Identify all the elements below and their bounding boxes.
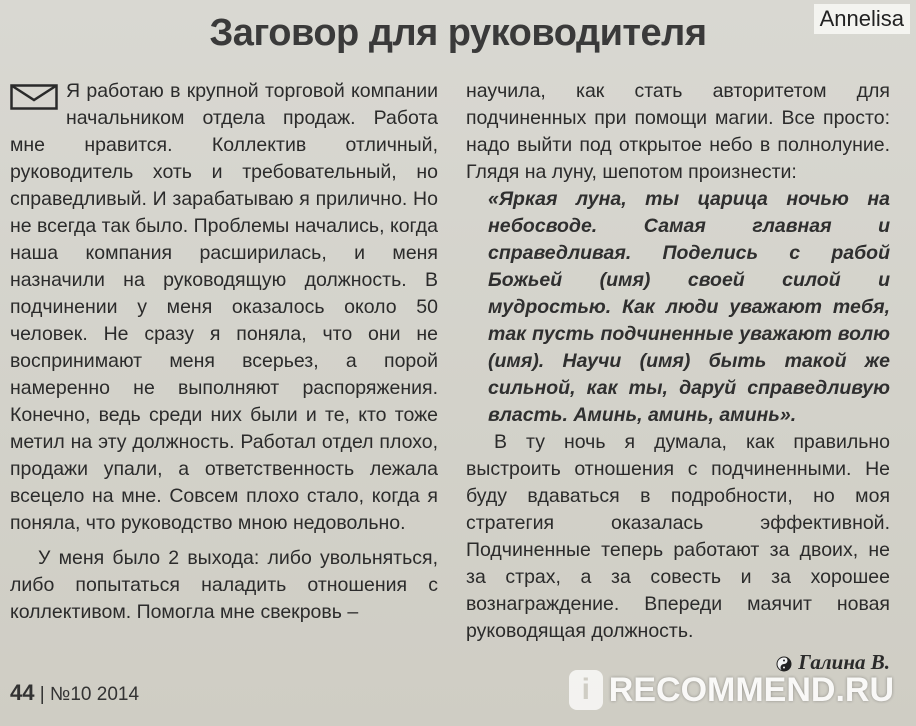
issue-number: №10 2014 — [49, 684, 140, 705]
signature-name: Галина В. — [798, 650, 890, 674]
right-outro: В ту ночь я думала, как правильно выстроить отношения с подчиненными. Не буду вдаваться в подробности, но моя стратегия оказалась эффективной. Подчиненные теперь работают за двоих, не за страх, а за совесть и за хорошее вознаграждение. Впереди маячит новая руководящая должность. — [466, 431, 890, 642]
article-title: Заговор для руководителя — [209, 12, 707, 54]
page-number: 44 — [10, 680, 35, 705]
left-column — [10, 78, 438, 626]
right-intro: научила, как стать авторитетом для подчиненных при помощи магии. Все просто: надо выйти под открытое небо в полнолуние. Глядя на луну, шепотом произнести: — [466, 80, 890, 183]
uploader-name: Annelisa — [814, 4, 910, 34]
left-paragraph-1: Я работаю в крупной торговой компании начальником отдела продаж. Работа мне нравится. Коллектив отличный, руководитель хоть и требовательный, но справедливый. И зарабатываю я прилично. Но не всегда так было. Проблемы начались, когда наша компания расширилась, и меня назначили на руководящую должность. В подчинении у меня оказалось около 50 человек. Не сразу я поняла, что они не воспринимают меня всерьез, а порой намеренно не выполняют распоряжения. Конечно, ведь среди них были и те, кто тоже метил на эту должность. Работал отдел плохо, продажи упали, а ответственность лежала всецело на мне. Совсем плохо стало, когда я поняла, что руководство мною недовольно. — [10, 80, 438, 534]
watermark-text: RECOMMEND.RU — [608, 670, 894, 709]
recommend-watermark — [569, 670, 894, 710]
page-footer — [10, 680, 139, 706]
right-column — [466, 78, 890, 676]
envelope-icon — [10, 84, 58, 110]
watermark-badge-icon: i — [569, 670, 603, 710]
spell-text: «Яркая луна, ты царица ночью на небосводе. Самая главная и справедливая. Поделись с рабой Божьей (имя) своей силой и мудростью. Как люди уважают тебя, так пусть подчиненные уважают волю (имя). Научи (имя) быть такой же сильной, как ты, даруй справедливую власть. Аминь, аминь, аминь». — [488, 188, 890, 426]
left-paragraph-2: У меня было 2 выхода: либо увольняться, либо попытаться наладить отношения с коллективом. Помогла мне свекровь – — [10, 547, 438, 623]
footer-divider: | — [39, 684, 50, 705]
